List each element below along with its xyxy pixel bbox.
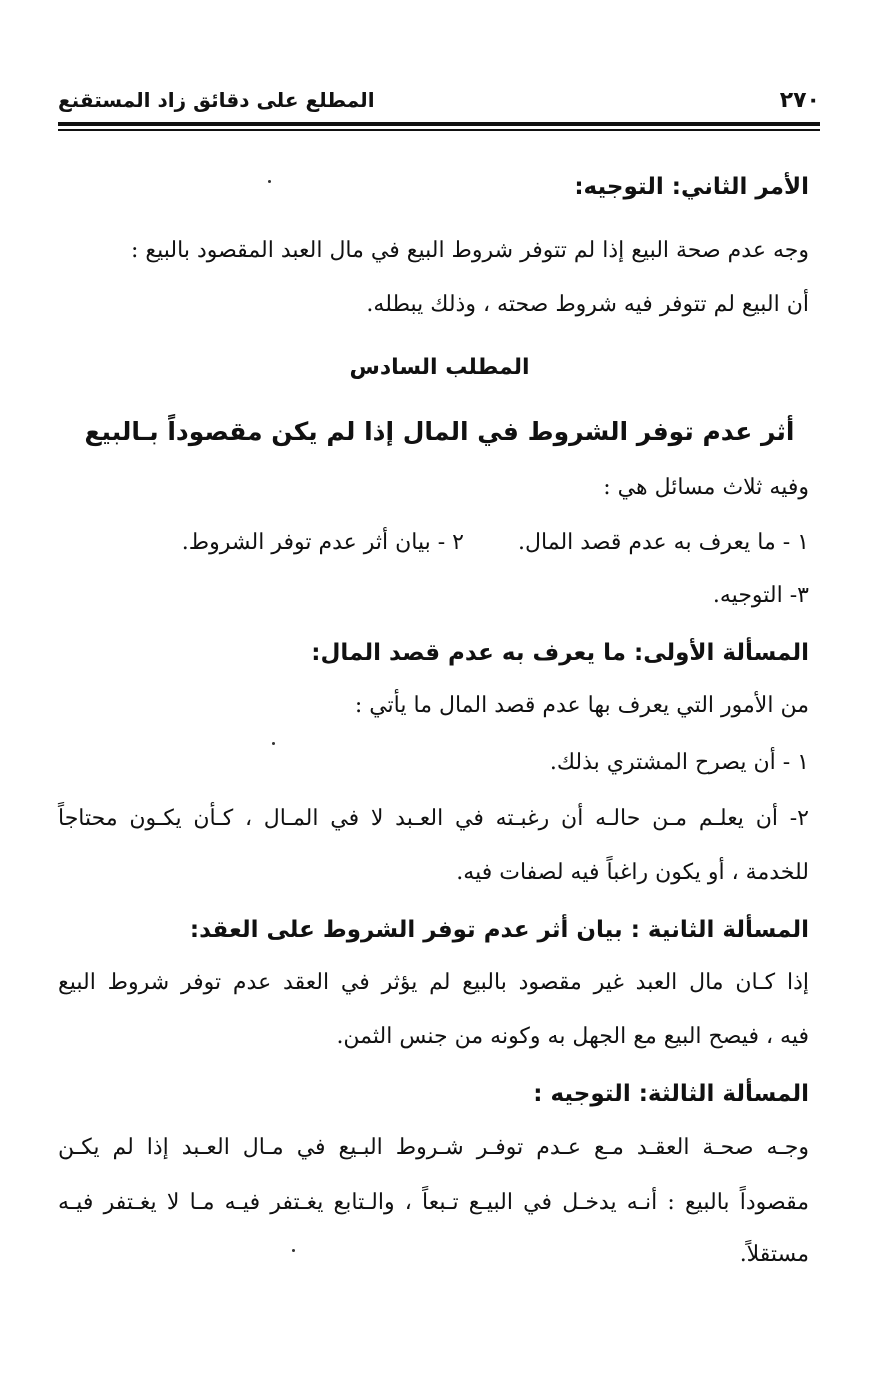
section-title: أثر عدم توفر الشروط في المال إذا لم يكن مقصوداً بـالبيع — [84, 417, 795, 446]
issues-list-row — [58, 528, 809, 558]
section-label: المطلب السادس — [349, 355, 530, 380]
header-rule-thick — [58, 122, 820, 126]
paragraph-line: أن البيع لم تتوفر فيه شروط صحته ، وذلك يبطله. — [366, 292, 809, 317]
paragraph-line: ٢- أن يعلـم مـن حالـه أن رغبـته في العـبد لا في المـال ، كـأن يكـون محتاجاً — [58, 806, 809, 831]
issue-heading: المسألة الثانية : بيان أثر عدم توفر الشروط على العقد: — [189, 917, 809, 943]
page-header — [58, 88, 820, 118]
paragraph-line: مقصوداً بالبيع : أنـه يدخـل في البيـع تـبعاً ، والـتابع يغـتفر فيـه مـا لا يغـتفر فيـه — [58, 1190, 809, 1215]
list-item: ١ - ما يعرف به عدم قصد المال. — [518, 530, 809, 555]
list-item: ٢ - بيان أثر عدم توفر الشروط. — [181, 530, 464, 555]
list-item: ١ - أن يصرح المشتري بذلك. — [549, 750, 809, 775]
paragraph-line: وجـه صحـة العقـد مـع عـدم توفـر شـروط البـيع في مـال العـبد إذا لم يكـن — [58, 1135, 809, 1160]
header-rule-thin — [58, 129, 820, 131]
print-speck — [292, 1249, 295, 1252]
paragraph-line: للخدمة ، أو يكون راغباً فيه لصفات فيه. — [456, 860, 809, 885]
print-speck — [272, 742, 275, 745]
paragraph-line: من الأمور التي يعرف بها عدم قصد المال ما يأتي : — [354, 693, 809, 718]
list-item: ٣- التوجيه. — [712, 583, 809, 608]
intro-line: وفيه ثلاث مسائل هي : — [603, 475, 809, 500]
running-title: المطلع على دقائق زاد المستقنع — [58, 88, 375, 112]
print-speck — [268, 180, 271, 183]
page-number: ٢٧٠ — [779, 88, 820, 113]
paragraph-line: وجه عدم صحة البيع إذا لم تتوفر شروط البيع في مال العبد المقصود بالبيع : — [131, 238, 809, 263]
paragraph-line: إذا كـان مال العبد غير مقصود بالبيع لم يؤثر في العقد عدم توفر شروط البيع — [58, 970, 809, 995]
issue-heading: المسألة الثالثة: التوجيه : — [533, 1081, 809, 1107]
issue-heading: المسألة الأولى: ما يعرف به عدم قصد المال: — [311, 640, 809, 666]
previous-section-heading: الأمر الثاني: التوجيه: — [574, 174, 809, 200]
paragraph-line: فيه ، فيصح البيع مع الجهل به وكونه من جنس الثمن. — [336, 1024, 809, 1049]
paragraph-line: مستقلاً. — [739, 1242, 809, 1267]
